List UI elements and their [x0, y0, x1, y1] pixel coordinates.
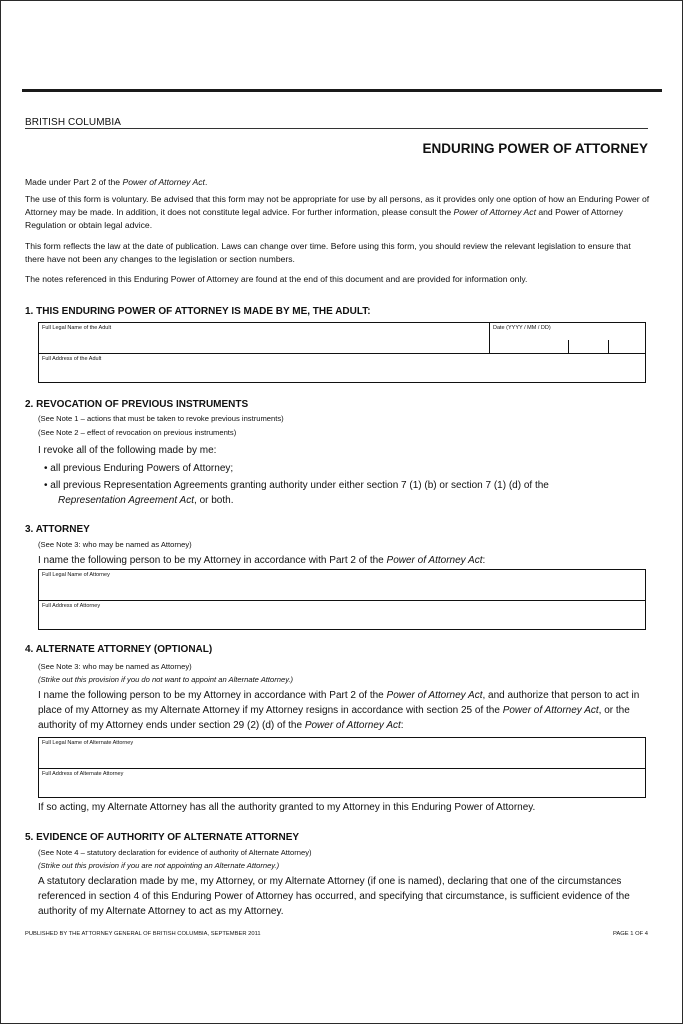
alternate-address-row[interactable]: [39, 768, 645, 798]
section-2-note-1: (See Note 1 – actions that must be taken to revoke previous instruments): [38, 414, 284, 423]
alternate-address-label: Full Address of Alternate Attorney: [42, 771, 124, 777]
section-5-note-1: (See Note 4 – statutory declaration for evidence of authority of Alternate Attorney): [38, 848, 312, 857]
attorney-address-label: Full Address of Attorney: [42, 603, 101, 609]
section-5-heading: 5. EVIDENCE OF AUTHORITY OF ALTERNATE ATTORNEY: [25, 832, 300, 843]
section-3-note-1: (See Note 3: who may be named as Attorney): [38, 540, 192, 549]
section-4-heading: 4. ALTERNATE ATTORNEY (OPTIONAL): [25, 644, 213, 655]
date-field[interactable]: [489, 323, 645, 353]
section-5-body: A statutory declaration made by me, my Attorney, or my Alternate Attorney (if one is named), declaring that one of the circumstances referenced in section 4 of this Enduring Power of Attorney has occurred, and specifying that circumstance, is sufficient evidence of the authority of my Alternate Attorney to act as my Attorney.: [38, 876, 630, 917]
attorney-name-row[interactable]: [39, 570, 645, 600]
document-title: ENDURING POWER OF ATTORNEY: [422, 141, 648, 156]
date-divider: [568, 340, 569, 353]
adult-address-label: Full Address of the Adult: [42, 356, 102, 362]
section-2-body: I revoke all of the following made by me:: [38, 445, 217, 456]
law-date-notice: This form reflects the law at the date of publication. Laws can change over time. Before using this form, you should review the relevant legislation to ensure that there have not been any changes to the legislation or section numbers.: [25, 241, 631, 264]
attorney-info-box: [38, 569, 646, 630]
section-4-after: If so acting, my Alternate Attorney has all the authority granted to my Attorney in this Enduring Power of Attorney.: [38, 802, 536, 813]
alternate-name-row[interactable]: [39, 738, 645, 768]
attorney-address-row[interactable]: [39, 600, 645, 630]
date-divider: [608, 340, 609, 353]
section-3-heading: 3. ATTORNEY: [25, 524, 90, 535]
alternate-name-label: Full Legal Name of Alternate Attorney: [42, 740, 134, 746]
alternate-attorney-info-box: [38, 737, 646, 798]
revoke-bullet-1: • all previous Enduring Powers of Attorney;: [44, 463, 234, 474]
section-5-note-2: (Strike out this provision if you are not appointing an Alternate Attorney.): [38, 861, 280, 870]
section-1-heading: 1. THIS ENDURING POWER OF ATTORNEY IS MADE BY ME, THE ADULT:: [25, 306, 371, 317]
date-label: Date (YYYY / MM / DD): [493, 325, 551, 331]
org-rule: [25, 128, 648, 129]
section-4-body: I name the following person to be my Attorney in accordance with Part 2 of the Power of Attorney Act, and authorize that person to act in place of my Attorney as my Alternate Attorney if my Attorney resigns in accordance with section 25 of the Power of Attorney Act, or the authority of my Attorney ends under section 29 (2) (d) of the Power of Attorney Act:: [38, 690, 640, 731]
made-under: Made under Part 2 of the Power of Attorney Act.: [25, 177, 208, 187]
section-2-note-2: (See Note 2 – effect of revocation on previous instruments): [38, 428, 237, 437]
section-4-note-1: (See Note 3: who may be named as Attorney): [38, 662, 192, 671]
revoke-bullet-2: • all previous Representation Agreements granting authority under either section 7 (1) (b) or section 7 (1) (d) of the Representation Agreement Act, or both.: [44, 480, 549, 506]
adult-address-row[interactable]: [39, 353, 645, 383]
section-4-note-2: (Strike out this provision if you do not want to appoint an Alternate Attorney.): [38, 675, 294, 684]
section-3-body: I name the following person to be my Attorney in accordance with Part 2 of the Power of Attorney Act:: [38, 555, 486, 566]
adult-name-label: Full Legal Name of the Adult: [42, 325, 112, 331]
adult-name-row: [39, 323, 645, 353]
publisher-footer: PUBLISHED BY THE ATTORNEY GENERAL OF BRITISH COLUMBIA, SEPTEMBER 2011: [25, 931, 261, 937]
page-number: PAGE 1 OF 4: [612, 931, 648, 937]
attorney-name-label: Full Legal Name of Attorney: [42, 572, 110, 578]
voluntary-notice: The use of this form is voluntary. Be advised that this form may not be appropriate for use by all persons, as it provides only one option of how an Enduring Power of Attorney may be made. In addition, it does not constitute legal advice. For further information, please consult the Power of Attorney Act and Power of Attorney Regulation or obtain legal advice.: [25, 194, 650, 230]
section-2-heading: 2. REVOCATION OF PREVIOUS INSTRUMENTS: [25, 399, 249, 410]
top-rule: [22, 89, 662, 92]
adult-info-box: [38, 322, 646, 383]
org-name: BRITISH COLUMBIA: [25, 117, 122, 128]
notes-reference: The notes referenced in this Enduring Power of Attorney are found at the end of this document and are provided for information only.: [25, 274, 528, 284]
